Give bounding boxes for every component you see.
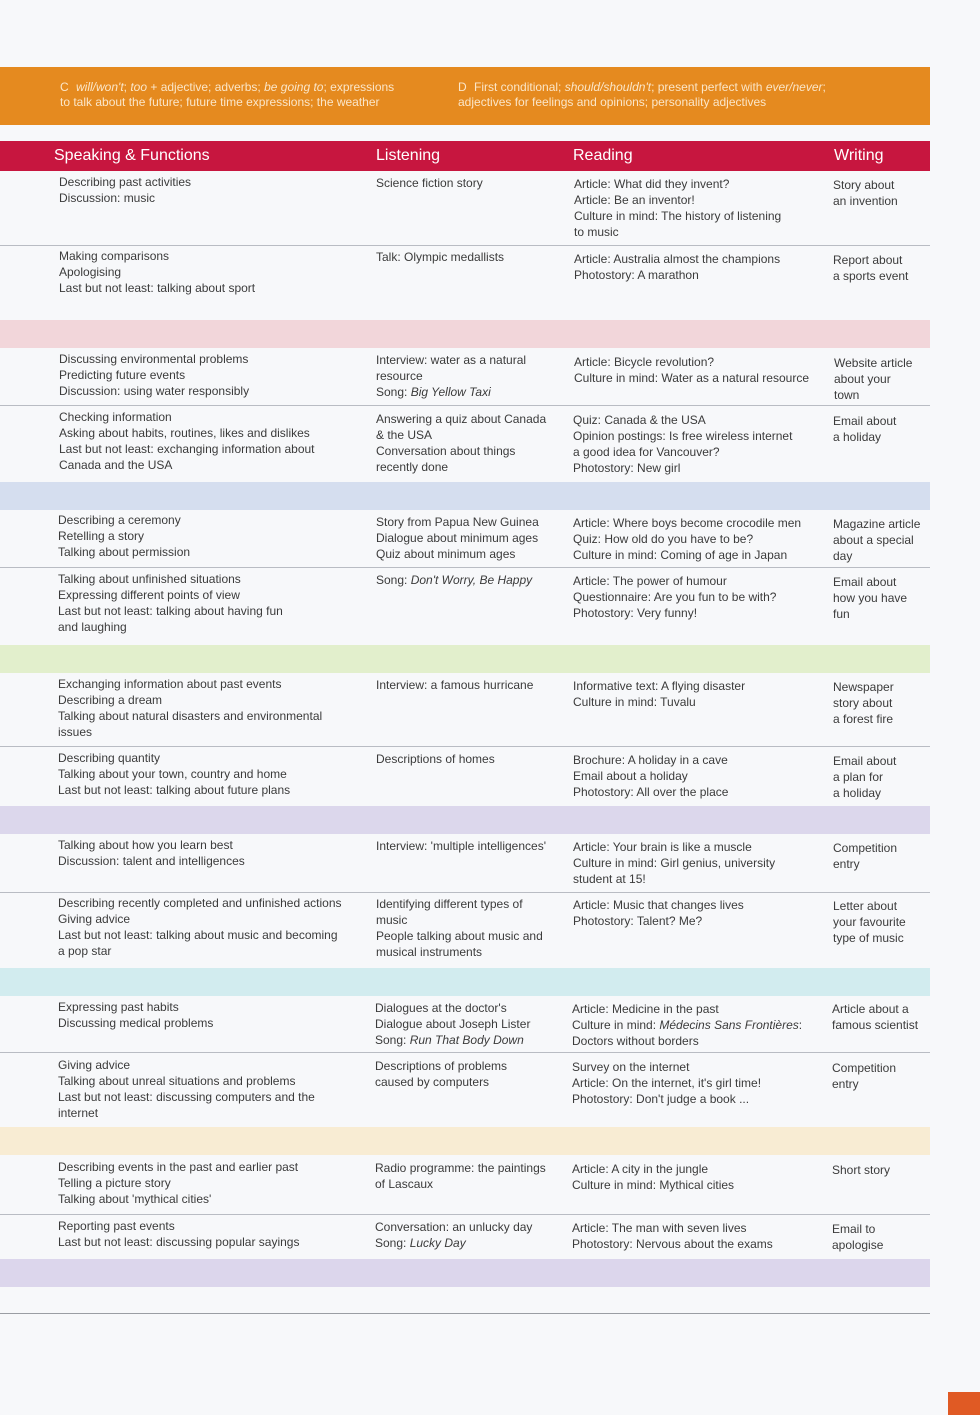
song-prefix: Song: bbox=[375, 1033, 410, 1047]
speaking-cell bbox=[58, 512, 190, 560]
listening-line: Conversation about things bbox=[376, 444, 516, 458]
writing-line: Website article bbox=[834, 356, 913, 370]
reading-line: Article: The man with seven lives bbox=[572, 1221, 747, 1235]
listening-line: Talk: Olympic medallists bbox=[376, 250, 505, 264]
speaking-line: Describing a dream bbox=[58, 693, 163, 707]
reading-cell bbox=[573, 839, 775, 887]
speaking-line: issues bbox=[58, 725, 93, 739]
culture-prefix: Culture in mind: bbox=[572, 1018, 660, 1032]
listening-cell bbox=[376, 352, 526, 400]
reading-line: Quiz: How old do you have to be? bbox=[573, 532, 754, 546]
banner-c-text: will/won't bbox=[76, 80, 124, 94]
speaking-cell bbox=[58, 837, 245, 869]
reading-cell bbox=[572, 1220, 773, 1252]
writing-line: fun bbox=[833, 607, 850, 621]
writing-line: Email about bbox=[833, 754, 897, 768]
reading-line: Article: Your brain is like a muscle bbox=[573, 840, 752, 854]
listening-line: Dialogue about Joseph Lister bbox=[375, 1017, 531, 1031]
writing-cell bbox=[833, 574, 907, 622]
writing-line: story about bbox=[833, 696, 893, 710]
reading-line: Quiz: Canada & the USA bbox=[573, 413, 706, 427]
listening-line: Conversation: an unlucky day bbox=[375, 1220, 533, 1234]
writing-line: a plan for bbox=[833, 770, 884, 784]
listening-song-line bbox=[376, 572, 532, 588]
writing-line: a sports event bbox=[833, 269, 909, 283]
culture-title: Médecins Sans Frontières bbox=[659, 1018, 799, 1032]
writing-line: entry bbox=[833, 857, 860, 871]
reading-line: Photostory: A marathon bbox=[574, 268, 699, 282]
listening-cell bbox=[375, 1219, 532, 1251]
reading-line: Article: Music that changes lives bbox=[573, 898, 744, 912]
culture-suffix: : bbox=[798, 1018, 803, 1032]
header-listening: Listening bbox=[376, 147, 441, 164]
speaking-line: Talking about natural disasters and environmental bbox=[58, 709, 323, 723]
writing-line: about your bbox=[834, 372, 891, 386]
banner-c-label: C bbox=[60, 80, 69, 94]
reading-line: Photostory: Nervous about the exams bbox=[572, 1237, 773, 1251]
reading-line: Article: Bicycle revolution? bbox=[574, 355, 715, 369]
speaking-line: Giving advice bbox=[58, 912, 131, 926]
speaking-cell bbox=[58, 1218, 299, 1250]
speaking-cell bbox=[58, 895, 342, 959]
listening-cell bbox=[376, 514, 539, 562]
band-pink bbox=[0, 320, 930, 348]
speaking-line: Describing a ceremony bbox=[58, 513, 181, 527]
writing-line: Story about bbox=[833, 178, 895, 192]
listening-line: Descriptions of homes bbox=[376, 752, 495, 766]
speaking-cell bbox=[59, 174, 191, 206]
speaking-line: Talking about permission bbox=[58, 545, 191, 559]
listening-cell bbox=[376, 175, 483, 191]
speaking-line: Last but not least: discussing computers and the bbox=[58, 1090, 315, 1104]
writing-cell bbox=[832, 1001, 918, 1033]
speaking-line: Expressing different points of view bbox=[58, 588, 240, 602]
banner-c-text: too bbox=[130, 80, 148, 94]
writing-line: Competition bbox=[832, 1061, 897, 1075]
row-divider bbox=[0, 245, 930, 246]
listening-line: Interview: water as a natural bbox=[376, 353, 527, 367]
writing-line: Article about a bbox=[832, 1002, 909, 1016]
reading-line: Culture in mind: Tuvalu bbox=[573, 695, 696, 709]
writing-line: Short story bbox=[832, 1163, 891, 1177]
writing-cell bbox=[833, 898, 906, 946]
row-divider bbox=[0, 405, 930, 406]
reading-cell bbox=[574, 176, 781, 240]
speaking-line: Last but not least: talking about sport bbox=[59, 281, 256, 295]
band-green bbox=[0, 645, 930, 673]
band-cyan bbox=[0, 968, 930, 996]
speaking-line: and laughing bbox=[58, 620, 127, 634]
writing-line: how you have bbox=[833, 591, 908, 605]
speaking-line: Giving advice bbox=[58, 1058, 131, 1072]
reading-line: Email about a holiday bbox=[573, 769, 688, 783]
song-title: Run That Body Down bbox=[409, 1033, 524, 1047]
reading-cell bbox=[573, 412, 792, 476]
reading-cell bbox=[573, 678, 745, 710]
speaking-line: Telling a picture story bbox=[58, 1176, 171, 1190]
speaking-line: Describing past activities bbox=[59, 175, 192, 189]
row-divider bbox=[0, 1214, 930, 1215]
reading-line: Culture in mind: Water as a natural resource bbox=[574, 371, 809, 385]
speaking-cell bbox=[58, 1057, 315, 1121]
reading-cell bbox=[572, 1059, 761, 1107]
listening-song-line bbox=[375, 1032, 530, 1048]
writing-line: Email about bbox=[833, 575, 897, 589]
writing-line: a holiday bbox=[833, 430, 882, 444]
writing-cell bbox=[833, 679, 894, 727]
writing-line: Newspaper bbox=[833, 680, 894, 694]
reading-line: Culture in mind: Coming of age in Japan bbox=[573, 548, 788, 562]
banner-d-text: First conditional; bbox=[474, 80, 565, 94]
speaking-cell bbox=[58, 676, 322, 740]
writing-cell bbox=[833, 413, 896, 445]
speaking-line: Exchanging information about past events bbox=[58, 677, 282, 691]
listening-line: Story from Papua New Guinea bbox=[376, 515, 539, 529]
listening-cell bbox=[375, 1058, 507, 1090]
speaking-line: Last but not least: exchanging information about bbox=[59, 442, 315, 456]
writing-line: Report about bbox=[833, 253, 903, 267]
header-writing: Writing bbox=[834, 147, 884, 164]
writing-cell bbox=[833, 753, 896, 801]
reading-line: to music bbox=[574, 225, 619, 239]
writing-cell bbox=[832, 1221, 883, 1253]
listening-line: Answering a quiz about Canada bbox=[376, 412, 547, 426]
speaking-line: Canada and the USA bbox=[59, 458, 173, 472]
speaking-cell bbox=[58, 750, 290, 798]
reading-line: Doctors without borders bbox=[572, 1034, 699, 1048]
song-title: Lucky Day bbox=[409, 1236, 466, 1250]
listening-line: Dialogues at the doctor's bbox=[375, 1001, 507, 1015]
band-blue bbox=[0, 482, 930, 510]
row-divider bbox=[0, 746, 930, 747]
speaking-line: Last but not least: talking about music and becoming bbox=[58, 928, 338, 942]
speaking-line: internet bbox=[58, 1106, 99, 1120]
listening-cell bbox=[376, 896, 543, 960]
speaking-cell bbox=[59, 351, 249, 399]
speaking-line: Talking about unfinished situations bbox=[58, 572, 241, 586]
writing-line: Email to bbox=[832, 1222, 876, 1236]
listening-cell bbox=[376, 838, 546, 854]
song-prefix: Song: bbox=[376, 573, 411, 587]
speaking-line: Talking about unreal situations and problems bbox=[58, 1074, 296, 1088]
banner-c-line2: to talk about the future; future time expressions; the weather bbox=[60, 95, 380, 109]
band-lavender bbox=[0, 1259, 930, 1287]
reading-line: Photostory: Talent? Me? bbox=[573, 914, 703, 928]
writing-line: town bbox=[834, 388, 860, 402]
song-prefix: Song: bbox=[375, 1236, 410, 1250]
reading-line: Article: Medicine in the past bbox=[572, 1002, 719, 1016]
band-lilac bbox=[0, 806, 930, 834]
reading-line: Opinion postings: Is free wireless internet bbox=[573, 429, 793, 443]
speaking-line: Talking about 'mythical cities' bbox=[58, 1192, 212, 1206]
writing-line: day bbox=[833, 549, 853, 563]
reading-line: Article: The power of humour bbox=[573, 574, 727, 588]
row-divider bbox=[0, 567, 930, 568]
song-title: Don't Worry, Be Happy bbox=[410, 573, 533, 587]
speaking-line: Last but not least: talking about future plans bbox=[58, 783, 291, 797]
reading-line: Photostory: Don't judge a book ... bbox=[572, 1092, 750, 1106]
banner-d-text: ; bbox=[822, 80, 826, 94]
writing-line: apologise bbox=[832, 1238, 884, 1252]
speaking-line: a pop star bbox=[58, 944, 112, 958]
reading-cell bbox=[574, 354, 809, 386]
speaking-cell bbox=[58, 571, 283, 635]
writing-line: about a special bbox=[833, 533, 914, 547]
banner-d-text: ; present perfect with bbox=[651, 80, 766, 94]
listening-line: & the USA bbox=[376, 428, 433, 442]
listening-song-line bbox=[376, 384, 526, 400]
speaking-line: Making comparisons bbox=[59, 249, 170, 263]
reading-cell bbox=[573, 897, 744, 929]
writing-cell bbox=[833, 177, 898, 209]
writing-line: your favourite bbox=[833, 915, 906, 929]
speaking-cell bbox=[59, 248, 255, 296]
speaking-line: Reporting past events bbox=[58, 1219, 175, 1233]
speaking-line: Last but not least: talking about having fun bbox=[58, 604, 283, 618]
row-divider bbox=[0, 892, 930, 893]
reading-line: Photostory: New girl bbox=[573, 461, 681, 475]
listening-line: Interview: a famous hurricane bbox=[376, 678, 534, 692]
reading-cell bbox=[572, 1161, 734, 1193]
reading-cell bbox=[574, 251, 780, 283]
writing-line: type of music bbox=[833, 931, 904, 945]
speaking-line: Last but not least: discussing popular sayings bbox=[58, 1235, 300, 1249]
speaking-line: Describing quantity bbox=[58, 751, 161, 765]
writing-cell bbox=[833, 840, 897, 872]
banner-d-text: ever/never bbox=[765, 80, 823, 94]
listening-cell bbox=[375, 1000, 530, 1048]
reading-line: Culture in mind: Mythical cities bbox=[572, 1178, 735, 1192]
writing-line: Competition bbox=[833, 841, 898, 855]
banner-d-label: D bbox=[458, 80, 467, 94]
listening-line: caused by computers bbox=[375, 1075, 490, 1089]
reading-culture-line bbox=[572, 1017, 802, 1033]
reading-line: Photostory: All over the place bbox=[573, 785, 729, 799]
column-header-bar bbox=[0, 141, 930, 171]
listening-line: musical instruments bbox=[376, 945, 483, 959]
listening-line: of Lascaux bbox=[375, 1177, 434, 1191]
listening-cell bbox=[376, 751, 495, 767]
reading-line: Article: A city in the jungle bbox=[572, 1162, 709, 1176]
row-divider bbox=[0, 1052, 930, 1053]
writing-line: a forest fire bbox=[833, 712, 894, 726]
reading-line: Article: Where boys become crocodile men bbox=[573, 516, 802, 530]
listening-line: resource bbox=[376, 369, 423, 383]
listening-cell bbox=[376, 249, 504, 265]
listening-line: recently done bbox=[376, 460, 449, 474]
reading-cell bbox=[573, 515, 801, 563]
reading-line: Article: What did they invent? bbox=[574, 177, 730, 191]
reading-line: Brochure: A holiday in a cave bbox=[573, 753, 728, 767]
writing-line: an invention bbox=[833, 194, 898, 208]
banner-column-d bbox=[458, 80, 898, 110]
writing-cell bbox=[832, 1060, 896, 1092]
listening-song-line bbox=[375, 1235, 532, 1251]
speaking-line: Predicting future events bbox=[59, 368, 186, 382]
speaking-line: Retelling a story bbox=[58, 529, 145, 543]
reading-line: Article: Be an inventor! bbox=[574, 193, 695, 207]
writing-cell bbox=[833, 516, 920, 564]
listening-cell bbox=[376, 572, 532, 588]
writing-cell bbox=[834, 355, 912, 403]
reading-line: Article: Australia almost the champions bbox=[574, 252, 781, 266]
reading-line: Culture in mind: The history of listening bbox=[574, 209, 782, 223]
song-title: Big Yellow Taxi bbox=[410, 385, 491, 399]
header-reading: Reading bbox=[573, 147, 633, 164]
speaking-line: Discussing environmental problems bbox=[59, 352, 249, 366]
banner-c-text: ; expressions bbox=[323, 80, 395, 94]
reading-line: student at 15! bbox=[573, 872, 646, 886]
listening-line: Science fiction story bbox=[376, 176, 483, 190]
banner-c-text: ; bbox=[123, 80, 131, 94]
reading-cell bbox=[572, 1001, 802, 1049]
speaking-line: Discussing medical problems bbox=[58, 1016, 214, 1030]
writing-line: entry bbox=[832, 1077, 859, 1091]
speaking-line: Describing recently completed and unfinished actions bbox=[58, 896, 342, 910]
listening-line: People talking about music and bbox=[376, 929, 543, 943]
listening-cell bbox=[376, 677, 533, 693]
speaking-line: Discussion: music bbox=[59, 191, 156, 205]
speaking-cell bbox=[59, 409, 315, 473]
banner-column-c bbox=[60, 80, 440, 110]
speaking-cell bbox=[58, 1159, 298, 1207]
speaking-line: Talking about how you learn best bbox=[58, 838, 233, 852]
listening-line: Descriptions of problems bbox=[375, 1059, 508, 1073]
listening-line: Interview: 'multiple intelligences' bbox=[376, 839, 546, 853]
reading-line: a good idea for Vancouver? bbox=[573, 445, 720, 459]
song-prefix: Song: bbox=[376, 385, 411, 399]
speaking-line: Checking information bbox=[59, 410, 172, 424]
writing-line: a holiday bbox=[833, 786, 882, 800]
reading-line: Questionnaire: Are you fun to be with? bbox=[573, 590, 777, 604]
speaking-line: Discussion: using water responsibly bbox=[59, 384, 250, 398]
listening-cell bbox=[376, 411, 546, 475]
reading-line: Survey on the internet bbox=[572, 1060, 690, 1074]
speaking-line: Asking about habits, routines, likes and dislikes bbox=[59, 426, 310, 440]
listening-line: Radio programme: the paintings bbox=[375, 1161, 546, 1175]
speaking-line: Apologising bbox=[59, 265, 122, 279]
reading-line: Article: On the internet, it's girl time! bbox=[572, 1076, 762, 1090]
writing-cell bbox=[833, 252, 908, 284]
bottom-rule bbox=[0, 1313, 930, 1314]
writing-cell bbox=[832, 1162, 890, 1178]
grammar-banner bbox=[0, 67, 930, 125]
reading-cell bbox=[573, 573, 776, 621]
reading-cell bbox=[573, 752, 728, 800]
reading-line: Photostory: Very funny! bbox=[573, 606, 698, 620]
listening-line: Identifying different types of bbox=[376, 897, 523, 911]
banner-c-text: + adjective; adverbs; bbox=[147, 80, 265, 94]
writing-line: Magazine article bbox=[833, 517, 921, 531]
speaking-line: Describing events in the past and earlier past bbox=[58, 1160, 299, 1174]
banner-d-text: should/shouldn't bbox=[564, 80, 652, 94]
writing-line: Email about bbox=[833, 414, 897, 428]
header-speaking: Speaking & Functions bbox=[54, 147, 210, 164]
band-yellow bbox=[0, 1127, 930, 1155]
banner-c-text: be going to bbox=[264, 80, 324, 94]
listening-line: Dialogue about minimum ages bbox=[376, 531, 539, 545]
speaking-line: Talking about your town, country and home bbox=[58, 767, 287, 781]
speaking-line: Expressing past habits bbox=[58, 1000, 179, 1014]
listening-line: Quiz about minimum ages bbox=[376, 547, 516, 561]
speaking-line: Discussion: talent and intelligences bbox=[58, 854, 245, 868]
banner-d-line2: adjectives for feelings and opinions; personality adjectives bbox=[458, 95, 767, 109]
reading-line: Culture in mind: Girl genius, university bbox=[573, 856, 776, 870]
listening-cell bbox=[375, 1160, 546, 1192]
writing-line: Letter about bbox=[833, 899, 898, 913]
writing-line: famous scientist bbox=[832, 1018, 919, 1032]
speaking-cell bbox=[58, 999, 213, 1031]
page-edge-tab bbox=[948, 1392, 980, 1415]
listening-line: music bbox=[376, 913, 408, 927]
reading-line: Informative text: A flying disaster bbox=[573, 679, 746, 693]
